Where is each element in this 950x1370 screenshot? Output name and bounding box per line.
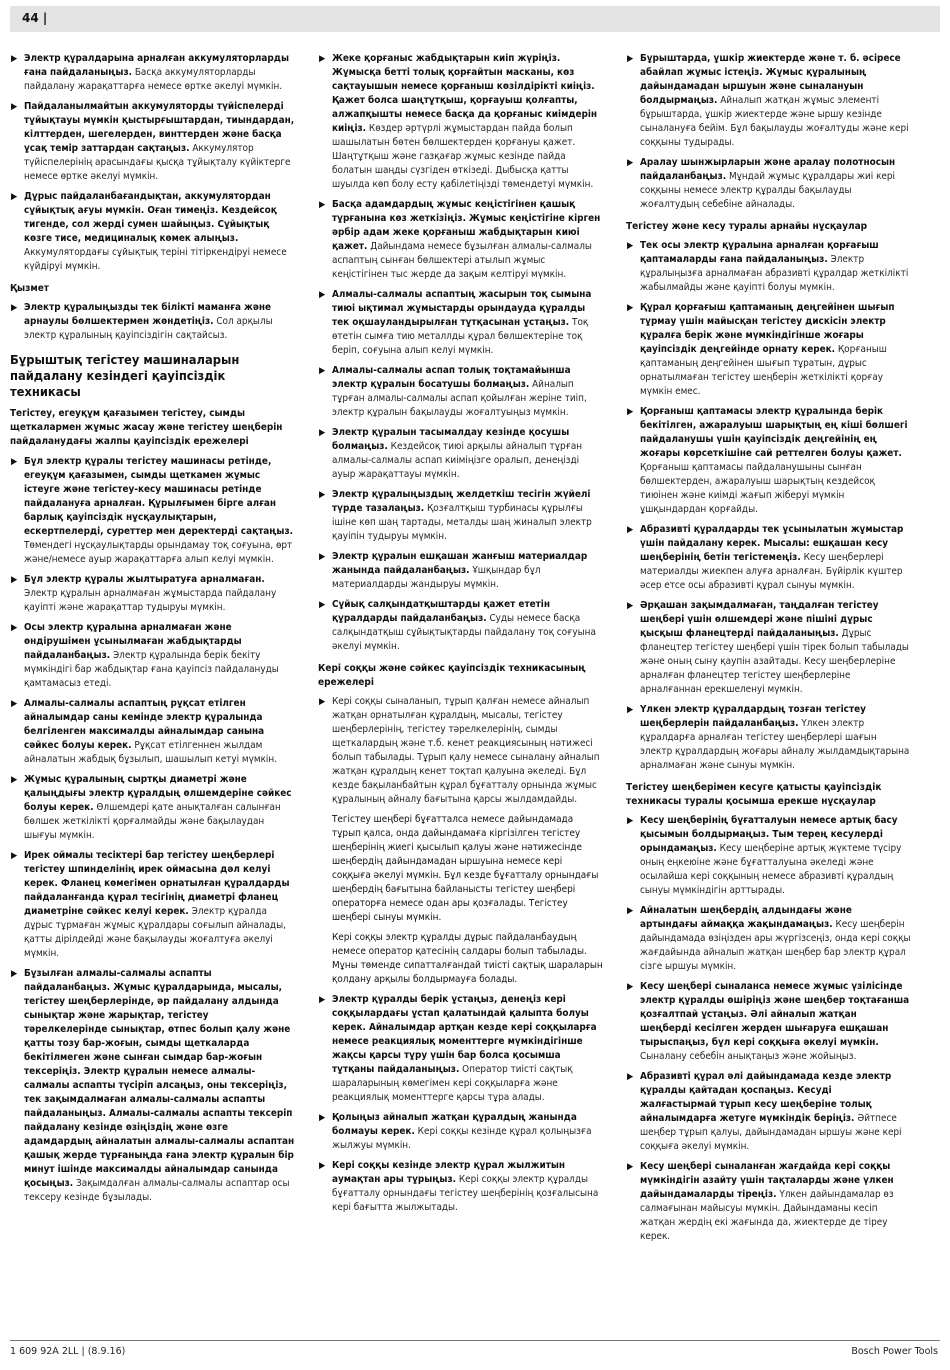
bullet-arrow-icon: ▶ <box>319 366 326 376</box>
item-normal-text: Үлкен электр құралдарға арналған тегістеу шеңберлері шағын электр құралдардың жоғары айналу жылдамдықтарына арналмаған және сынуы мүмкін. <box>640 718 910 771</box>
safety-item <box>318 1111 603 1153</box>
safety-item <box>626 156 911 212</box>
bullet-arrow-icon: ▶ <box>319 600 326 610</box>
item-bold-text: Пайдаланылмайтын аккумуляторды түйіспелерді тұйықтауы мүмкін қыстырғыштардан, тиындардан, кілттерден, шегелерден, винттерден және басқа ұсақ темір заттардан сақтаңыз. <box>24 101 295 154</box>
subsection-heading: Тегістеу және кесу туралы арнайы нұсқаулар <box>626 221 868 232</box>
page-number: 44 | <box>22 11 48 25</box>
item-normal-text: Айналып жатқан жұмыс элементі бұрыштарда, ұшкір жиектерде және ыршу кезінде сыналануға бейім. Бұл бақылауды жоғалтуды және кері соққыны тудырады. <box>640 95 909 148</box>
safety-item <box>10 773 295 843</box>
item-bold-text: Басқа адамдардың жұмыс кеңістігінен қашық тұрғанына көз жеткізіңіз. Жұмыс кеңістігіне кірген әрбір адам жеке қорғаныш жабдықтарын киюі қажет. <box>332 199 601 252</box>
safety-item <box>626 52 911 150</box>
item-normal-text: Рұқсат етілгеннен жылдам айналатын жабдық бұзылып, шашылып кетуі мүмкін. <box>24 740 278 765</box>
safety-item <box>10 849 295 961</box>
bullet-arrow-icon: ▶ <box>319 290 326 300</box>
item-bold-text: Қорғаныш қаптамасы электр құралында берік бекітілген, ажаралуыш шарықтың ең кіші бөлшегі пайдаланушы үшін қауіпсіздік деңгейінің ең жоғары көрсеткішіне сай реттелген болуы қажет. <box>640 406 908 459</box>
bullet-arrow-icon: ▶ <box>319 428 326 438</box>
item-bold-text: Электр құралдарына арналған аккумуляторларды ғана пайдаланыңыз. <box>24 53 289 78</box>
bullet-arrow-icon: ▶ <box>627 303 634 313</box>
item-normal-text: Төмендегі нұсқаулықтарды орындамау тоқ соғуына, өрт және/немесе ауыр жарақаттарға алып келуі мүмкін. <box>24 540 293 565</box>
bullet-arrow-icon: ▶ <box>627 1072 634 1082</box>
bullet-arrow-icon: ▶ <box>319 490 326 500</box>
item-bold-text: Дұрыс пайдаланбағандықтан, аккумулятордан сұйықтық ағуы мүмкін. Оған тимеңіз. Кездейсоқ тигенде, сол жерді сумен шайыңыз. Сұйықтық көзге тисе, медициналық көмек алыңыз. <box>24 191 277 244</box>
item-normal-text: Суды немесе басқа салқындатқыш сұйықтықтарды пайдалану тоқ соғуына әкелуі мүмкін. <box>332 613 596 652</box>
item-normal-text: Аккумулятордағы сұйықтық теріні тітіркендіруі немесе күйдіруі мүмкін. <box>24 247 287 272</box>
item-normal-text: Дайындама немесе бұзылған алмалы-салмалы аспаптың сынған бөлшектері атылып жұмыс кеңістігінен тыс жерде да зақым келтіруі мүмкін. <box>332 241 592 280</box>
column-right <box>626 52 911 1332</box>
safety-item <box>626 239 911 295</box>
safety-item <box>318 426 603 482</box>
item-bold-text: Бұл электр құралы тегістеу машинасы ретінде, егеуқұм қағазымен, сымды щеткамен жұмыс істеуге және тегістеу-кесу машинасы ретінде пайдалануға арналған. Құрылғымен бірге алған барлық қауіпсіздік нұсқаулықтарын, ескертпелерді, суреттер мен деректерді сақтаңыз. <box>24 456 293 537</box>
item-normal-text: Аккумулятор түйіспелерінің арасындағы қысқа тұйықталу күйіктерге немесе өртке әкелуі мүмкін. <box>24 143 291 182</box>
item-bold-text: Кесу шеңбері сыналанса немесе жұмыс үзілісінде электр құралды өшіріңіз және шеңбер тоқтағанша қозғалтпай ұстаңыз. Әлі айналып жатқан шеңберді кесілген жерден шығаруға ешқашан тырыспаңыз, бұл кері соққыға әкелуі мүмкін. <box>640 981 910 1048</box>
item-normal-text: Ұшқындар бұл материалдарды жандыруы мүмкін. <box>332 565 541 590</box>
item-bold-text: Құрал қорғағыш қаптаманың деңгейінен шығып тұрмау үшін майысқан тегістеу дискісін электр құралға берік және мүмкіндігінше жоғары қауіпсіздік деңгейінде орнату керек. <box>640 302 895 355</box>
subsection-heading: Тегістеу шеңберімен кесуге қатысты қауіпсіздік техникасы туралы қосымша ерекше нұсқаулар <box>626 782 882 807</box>
item-normal-text: Көздер әртүрлі жұмыстардан пайда болып шашылатын бөтен бөлшектерден қорғануы қажет. Шаңтұтқыш және газқағар жұмыс кезінде пайда болатын шаңды сүзгіден өткізеді. Дыбысқа қатты шуылда көп болу есту қабілетіңізді төмендетуі мүмкін. <box>332 123 594 190</box>
bullet-arrow-icon: ▶ <box>627 705 634 715</box>
header-bar <box>10 6 940 32</box>
item-bold-text: Бұл электр құралы жылтыратуға арналмаған. <box>24 574 265 585</box>
item-bold-text: Осы электр құралына арналмаған және өндірушімен ұсынылмаған жабдықтарды пайдаланбаңыз. <box>24 622 242 661</box>
item-normal-text: Дұрыс фланецтер тегістеу шеңбері үшін тірек болып табылады және оның сыну қаупін азайтады. Кесу шеңберлеріне арналған фланецтер тегістеу шеңберлеріне арналғаннан ерекшеленуі мүмкін. <box>640 628 909 695</box>
item-normal-text: Кесу шеңберін дайындамада өзіңізден ары жүргізсеңіз, онда кері соққы жағдайында айналып жатқан шеңбер бар электр құрал сізге ыршуы мүмкін. <box>640 919 911 972</box>
bullet-arrow-icon: ▶ <box>11 851 18 861</box>
subsection-heading: Қызмет <box>10 283 50 294</box>
item-bold-text: Бұзылған алмалы-салмалы аспапты пайдаланбаңыз. Жұмыс құралдарында, мысалы, тегістеу шеңберлерінде, әр пайдалану алдында сынықтар және жарықтар, тегістеу тәрелкелерінде сынықтар, өтпес болып қалу және қатты тозу бар-жоғын, сымды щеткаларда бекітілмеген және сынған сымдар бар-жоғын тексеріңіз. Электр құралын немесе алмалы-салмалы аспапты түсіріп алсаңыз, оны тексеріңіз, тек зақымдалмаған алмалы-салмалы аспапты пайдаланыңыз. Алмалы-салмалы аспапты тексеріп пайдалану кезінде өзіңіздің және өзге адамдардың айналатын алмалы-салмалы аспаптан қашық жерде тұрғаныңда ғана электр құралын бір минут ішінде максималды айналымдар санында қосыңыз. <box>24 968 295 1189</box>
safety-item <box>318 364 603 420</box>
bullet-arrow-icon: ▶ <box>627 601 634 611</box>
bullet-arrow-icon: ▶ <box>11 192 18 202</box>
bullet-arrow-icon: ▶ <box>319 1113 326 1123</box>
safety-item <box>626 599 911 697</box>
item-bold-text: Тек осы электр құралына арналған қорғағыш қаптамаларды ғана пайдаланыңыз. <box>640 240 879 265</box>
item-bold-text: Кесу шеңберінің бұғатталуын немесе артық басу қысымын болдырмаңыз. Тым терең кесулерді орындамаңыз. <box>640 815 898 854</box>
safety-item <box>318 550 603 592</box>
footer-brand: Bosch Power Tools <box>851 1346 938 1357</box>
item-normal-text: Кері соққы сыналанып, тұрып қалған немесе айналып жатқан орнатылған құралдың, мысалы, тегістеу шеңберлерінің, тегістеу тәрелкелерінің, сымды щеткалардың және т.б. кенет реакциясының нәтижесі болып табылады. Тұрып қалу немесе сыналану айналып жатқан құралдың кенет тоқтап қалуына әкеледі. Бұл кезде бақыланбайтын құрал бұғатталу орнында жұмыс құралының айналу бағытына қарсы жылдамдайды. <box>332 696 600 805</box>
item-normal-text: Тоқ өтетін сымға тию металлды құрал бөлшектеріне тоқ беріп, соғуына алып келуі мүмкін. <box>332 317 589 356</box>
safety-item <box>626 523 911 593</box>
bullet-arrow-icon: ▶ <box>627 241 634 251</box>
safety-item <box>626 814 911 898</box>
safety-item <box>10 573 295 615</box>
safety-item <box>10 190 295 274</box>
item-bold-text: Электр құралын ешқашан жанғыш материалдар жанында пайдаланбаңыз. <box>332 551 588 576</box>
item-normal-text: Оператор тиісті сақтық шараларының көмегімен кері соққыларға және реакциялық моменттерге қарсы тұра алады. <box>332 1064 573 1103</box>
bullet-arrow-icon: ▶ <box>627 906 634 916</box>
item-normal-text: Әйтпесе шеңбер тұрып қалуы, дайындамадан ыршуы және кері соққыға әкелуі мүмкін. <box>640 1113 902 1152</box>
safety-item <box>626 301 911 399</box>
safety-item <box>626 405 911 517</box>
item-normal-text: Қорғаныш қаптаманың деңгейінен шығып тұратын, дұрыс орнатылмаған тегістеу шеңберін жеткілікті қорғау мүмкін емес. <box>640 344 887 397</box>
safety-item <box>10 455 295 567</box>
item-normal-text: Электр құралыңызға арналмаған абразивті құралдар жеткілікті жабылмайды және қауіпті болуы мүмкін. <box>640 254 909 293</box>
safety-item <box>626 904 911 974</box>
bullet-arrow-icon: ▶ <box>627 158 634 168</box>
subsection-heading: Кері соққы және сәйкес қауіпсіздік техникасының ережелері <box>318 663 586 688</box>
item-normal-text: Электр құралда дұрыс тұрмаған жұмыс құралдары соғылып айналады, қатты дірілдейді және бақылауды жоғалтуға әкелуі мүмкін. <box>24 906 286 959</box>
continuation-paragraph: Тегістеу шеңбері бұғатталса немесе дайындамада тұрып қалса, онда дайындамаға кіргізілген тегістеу шеңберінің жиегі қысылып қалуы және нәтижесінде шеңбердің дайындамадан ыршуына немесе кері соққыға әкелуі мүмкін. Бұл кезде бұғатталу орнындағы шеңбердің бағытына байланысты тегістеу шеңбері операторға немесе одан ары қозғалады. Тегістеу шеңбері сынуы мүмкін. <box>332 814 599 923</box>
item-bold-text: Алмалы-салмалы аспаптың рұқсат етілген айналымдар саны кемінде электр құралында белгіленген максималды айналымдар санына сәйкес болуы керек. <box>24 698 265 751</box>
item-bold-text: Ирек оймалы тесіктері бар тегістеу шеңберлері тегістеу шпинделінің ирек оймасына дәл келуі керек. Фланец көмегімен орнатылған құралдарды пайдаланғанда құрал тесігінің диаметрі фланец диаметріне сәйкес келуі керек. <box>24 850 290 917</box>
item-normal-text: Электр құралын арналмаған жұмыстарда пайдалану қауіпті және жарақаттар тудыруы мүмкін. <box>24 588 277 613</box>
safety-item <box>626 1070 911 1154</box>
item-normal-text: Сол арқылы электр құралының қауіпсіздігін сақтайсыз. <box>24 316 273 341</box>
item-bold-text: Сұйық салқындатқыштарды қажет ететін құралдарды пайдаланбаңыз. <box>332 599 550 624</box>
safety-item <box>10 52 295 94</box>
bullet-arrow-icon: ▶ <box>319 54 326 64</box>
safety-item <box>10 301 295 343</box>
item-normal-text: Үлкен дайындамалар өз салмағынан майысуы мүмкін. Дайындаманы кесіп жатқан жердің екі жағында да, жиектерде де тіреу керек. <box>640 1189 894 1242</box>
bullet-arrow-icon: ▶ <box>11 775 18 785</box>
bullet-arrow-icon: ▶ <box>11 969 18 979</box>
bullet-arrow-icon: ▶ <box>319 1161 326 1171</box>
bullet-arrow-icon: ▶ <box>11 623 18 633</box>
item-normal-text: Кездейсоқ тиюі арқылы айналып тұрған алмалы-салмалы аспап киіміңізге оралып, денеңізді ауыр жарақаттауы мүмкін. <box>332 441 583 480</box>
item-normal-text: Электр құралында берік бекіту мүмкіндігі бар жабдықтар ғана қауіпсіз пайдалануды қамтамасыз етеді. <box>24 650 279 689</box>
item-bold-text: Электр құралды берік ұстаңыз, денеңіз кері соққылардағы ұстап қалатындай қалыпта болуы керек. Айналымдар артқан кезде кері соққыларға немесе реакциялық моменттерге мүмкіндігінше жақсы қарсы тұру үшін бар болса қосымша тұтқаны пайдаланыңыз. <box>332 994 597 1075</box>
bullet-arrow-icon: ▶ <box>627 1162 634 1172</box>
item-bold-text: Үлкен электр құралдардың тозған тегістеу шеңберлерін пайдаланбаңыз. <box>640 704 866 729</box>
item-bold-text: Электр құралыңызды тек білікті маманға және арнаулы бөлшектермен жөндетіңіз. <box>24 302 272 327</box>
item-normal-text: Өлшемдері қате анықталған салынған бөлшек жеткілікті қорғалмайды және бақылаудан шығуы мүмкін. <box>24 802 281 841</box>
item-bold-text: Абразивті құралдарды тек ұсынылатын жұмыстар үшін пайдалану керек. Мысалы: ешқашан кесу шеңберінің бетін тегістемеңіз. <box>640 524 904 563</box>
footer-divider <box>10 1340 940 1341</box>
item-bold-text: Аралау шынжырларын және аралау полотносын пайдаланбаңыз. <box>640 157 896 182</box>
safety-item <box>10 621 295 691</box>
item-bold-text: Кесу шеңбері сыналанған жағдайда кері соққы мүмкіндігін азайту үшін тақталарды және үлкен дайындамаларды тіреңіз. <box>640 1161 894 1200</box>
safety-item <box>318 1159 603 1215</box>
safety-item <box>10 967 295 1205</box>
item-normal-text: Қорғаныш қаптамасы пайдаланушыны сынған бөлшектерден, ажаралуыш шарықтың кездейсоқ тиюінен және киімді жағып жіберуі мүмкін ұшқындардан қорғайды. <box>640 462 875 515</box>
bullet-arrow-icon: ▶ <box>627 407 634 417</box>
bullet-arrow-icon: ▶ <box>11 699 18 709</box>
safety-item <box>318 695 603 807</box>
safety-item <box>318 288 603 358</box>
safety-item <box>10 697 295 767</box>
item-bold-text: Электр құралын тасымалдау кезінде қосушы болмаңыз. <box>332 427 570 452</box>
item-bold-text: Айналатын шеңбердің алдындағы және артындағы аймаққа жақындамаңыз. <box>640 905 852 930</box>
bullet-arrow-icon: ▶ <box>11 54 18 64</box>
item-normal-text: Кесу шеңберіне артық жүктеме түсіру оның еңкеюіне және бұғатталуына әкеледі және осылайша кері соққының немесе абразивті құралдың сынуы мүмкіндігін арттырады. <box>640 843 902 896</box>
bullet-arrow-icon: ▶ <box>319 552 326 562</box>
safety-item <box>10 100 295 184</box>
item-bold-text: Электр құралыңыздың желдеткіш тесігін жүйелі түрде тазалаңыз. <box>332 489 591 514</box>
item-bold-text: Әрқашан зақымдалмаған, таңдалған тегістеу шеңбері үшін өлшемдері және пішіні дұрыс қысқыш фланецтерді пайдаланыңыз. <box>640 600 879 639</box>
bullet-arrow-icon: ▶ <box>11 457 18 467</box>
continuation-paragraph: Кері соққы электр құралды дұрыс пайдаланбаудың немесе оператор қатесінің салдары болып табылады. Мұны төменде сипатталғандай тиісті сақтық шараларын қолдану арқылы болдырмауға болады. <box>332 932 603 985</box>
column-left <box>10 52 295 1332</box>
safety-item <box>318 198 603 282</box>
safety-item <box>318 993 603 1105</box>
item-bold-text: Қолыңыз айналып жатқан құралдың жанында болмауы керек. <box>332 1112 577 1137</box>
safety-item <box>318 488 603 544</box>
item-normal-text: Кесу шеңберлері материалды жиекпен алуға арналған. Бүйірлік күштер әсер етсе осы абразивті құрал сынуы мүмкін. <box>640 552 903 591</box>
bullet-arrow-icon: ▶ <box>319 995 326 1005</box>
bullet-arrow-icon: ▶ <box>627 525 634 535</box>
item-bold-text: Жұмыс құралының сыртқы диаметрі және қалыңдығы электр құралдың өлшемдеріне сәйкес болуы керек. <box>24 774 292 813</box>
bullet-arrow-icon: ▶ <box>11 102 18 112</box>
item-bold-text: Алмалы-салмалы аспаптың жасырын тоқ сымына тиюі ықтимал жұмыстарды орындауда құралды тек оқшауландырылған тұтқасынан ұстаңыз. <box>332 289 592 328</box>
bullet-arrow-icon: ▶ <box>627 54 634 64</box>
bullet-arrow-icon: ▶ <box>627 982 634 992</box>
safety-item <box>626 980 911 1064</box>
item-normal-text: Кері соққы электр құралды бұғатталу орнындағы тегістеу шеңберінің қозғалысына кері бағытта жылжытады. <box>332 1174 599 1213</box>
item-bold-text: Кері соққы кезінде электр құрал жылжитын аумақтан ары тұрыңыз. <box>332 1160 566 1185</box>
item-normal-text: Басқа аккумуляторларды пайдалану жарақаттарға немесе өртке әкелуі мүмкін. <box>24 67 283 92</box>
bullet-arrow-icon: ▶ <box>11 575 18 585</box>
section-intro: Тегістеу, егеуқұм қағазымен тегістеу, сымды щеткалармен жұмыс жасау және тегістеу шеңберін пайдаланудағы жалпы қауіпсіздік ережелері <box>10 408 283 447</box>
bullet-arrow-icon: ▶ <box>627 816 634 826</box>
column-middle <box>318 52 603 1332</box>
footer-doc-code: 1 609 92A 2LL | (8.9.16) <box>10 1346 126 1357</box>
safety-item <box>626 703 911 773</box>
safety-item <box>318 52 603 192</box>
item-normal-text: Кері соққы кезінде құрал қолыңызға жылжуы мүмкін. <box>332 1126 592 1151</box>
item-normal-text: Қозғалтқыш турбинасы құрылғы ішіне көп шаң тартады, металды шаң жиналып электр қауіпін тудыруы мүмкін. <box>332 503 592 542</box>
item-bold-text: Алмалы-салмалы аспап толық тоқтамайынша электр құралын босатушы болмаңыз. <box>332 365 571 390</box>
bullet-arrow-icon: ▶ <box>319 697 326 707</box>
item-bold-text: Жеке қорғаныс жабдықтарын киіп жүріңіз. Жұмысқа бетті толық қорғайтын масканы, көз сақтауышын немесе қорғаныш көзілдірікті киіңіз. Қажет болса шаңтұтқыш, қорғауыш қолғапты, алжапқышты немесе басқа да қорғаныс киімдерін киіңіз. <box>332 53 598 134</box>
bullet-arrow-icon: ▶ <box>11 303 18 313</box>
bullet-arrow-icon: ▶ <box>319 200 326 210</box>
section-heading: Бұрыштық тегістеу машиналарын пайдалану кезіндегі қауіпсіздік техникасы <box>10 353 240 400</box>
item-bold-text: Абразивті құрал әлі дайындамада кезде электр құралды қайтадан қоспаңыз. Кесуді жалғастырмай тұрып кесу шеңберіне толық айналымдарға жетуге мүмкіндік беріңіз. <box>640 1071 892 1124</box>
item-bold-text: Бұрыштарда, ұшкір жиектерде және т. б. әсіресе абайлап жұмыс істеңіз. Жұмыс құралының дайындамадан ыршуын және сыналануын болдырмаңыз. <box>640 53 901 106</box>
item-normal-text: Айналып тұрған алмалы-салмалы аспап қойылған жеріне тиіп, электр құралын бақылауды жоғалтуыңыз мүмкін. <box>332 379 587 418</box>
safety-item <box>318 598 603 654</box>
safety-item <box>626 1160 911 1244</box>
item-normal-text: Зақымдалған алмалы-салмалы аспаптар осы тексеру кезінде бұзылады. <box>24 1178 290 1203</box>
item-normal-text: Мұндай жұмыс құралдары жиі кері соққыны немесе электр құралды бақылауды жоғалтудың себебіне айналады. <box>640 171 896 210</box>
item-normal-text: Сыналану себебін анықтаңыз және жойыңыз. <box>640 1051 857 1062</box>
